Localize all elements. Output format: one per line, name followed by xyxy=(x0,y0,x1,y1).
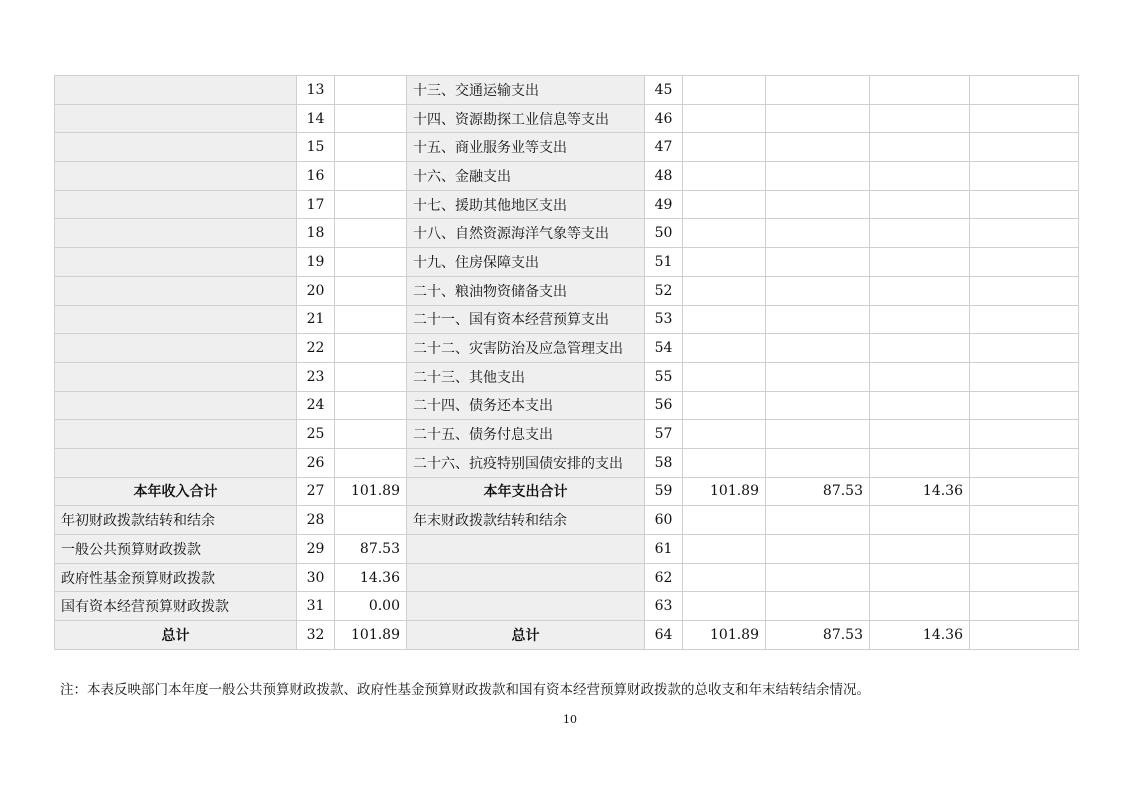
income-item-cell xyxy=(55,334,297,363)
expense-general-budget-cell xyxy=(766,104,870,133)
income-row-number-cell: 17 xyxy=(297,190,335,219)
expense-government-fund-cell: 14.36 xyxy=(870,621,970,650)
expense-row-number-cell: 47 xyxy=(645,133,683,162)
expense-item-cell xyxy=(407,592,645,621)
expense-government-fund-cell xyxy=(870,162,970,191)
expense-state-capital-cell xyxy=(970,420,1079,449)
expense-general-budget-cell xyxy=(766,248,870,277)
table-row xyxy=(55,621,1079,650)
expense-item-cell xyxy=(407,535,645,564)
income-item-cell xyxy=(55,276,297,305)
table-row xyxy=(55,104,1079,133)
expense-general-budget-cell xyxy=(766,305,870,334)
income-amount-cell xyxy=(335,219,407,248)
income-amount-cell xyxy=(335,334,407,363)
expense-state-capital-cell xyxy=(970,248,1079,277)
table-row xyxy=(55,305,1079,334)
expense-item-cell: 二十五、债务付息支出 xyxy=(407,420,645,449)
expense-total-cell xyxy=(683,162,766,191)
expense-general-budget-cell xyxy=(766,362,870,391)
expense-total-cell xyxy=(683,391,766,420)
income-item-cell xyxy=(55,305,297,334)
income-row-number-cell: 21 xyxy=(297,305,335,334)
table-row xyxy=(55,162,1079,191)
expense-government-fund-cell xyxy=(870,190,970,219)
income-item-cell xyxy=(55,420,297,449)
expense-general-budget-cell xyxy=(766,334,870,363)
income-row-number-cell: 20 xyxy=(297,276,335,305)
table-row xyxy=(55,219,1079,248)
expense-row-number-cell: 50 xyxy=(645,219,683,248)
expense-item-cell: 年末财政拨款结转和结余 xyxy=(407,506,645,535)
expense-government-fund-cell xyxy=(870,334,970,363)
expense-total-cell xyxy=(683,219,766,248)
expense-government-fund-cell xyxy=(870,391,970,420)
table-footnote: 注：本表反映部门本年度一般公共预算财政拨款、政府性基金预算财政拨款和国有资本经营预算财政拨款的总收支和年末结转结余情况。 xyxy=(60,682,870,698)
expense-state-capital-cell xyxy=(970,592,1079,621)
income-row-number-cell: 28 xyxy=(297,506,335,535)
income-row-number-cell: 25 xyxy=(297,420,335,449)
expense-state-capital-cell xyxy=(970,219,1079,248)
expense-total-cell xyxy=(683,248,766,277)
table-row xyxy=(55,535,1079,564)
expense-row-number-cell: 59 xyxy=(645,477,683,506)
expense-row-number-cell: 55 xyxy=(645,362,683,391)
expense-general-budget-cell xyxy=(766,448,870,477)
expense-item-cell: 二十六、抗疫特别国债安排的支出 xyxy=(407,448,645,477)
expense-general-budget-cell xyxy=(766,506,870,535)
expense-general-budget-cell xyxy=(766,190,870,219)
table-row xyxy=(55,276,1079,305)
expense-total-cell xyxy=(683,190,766,219)
table-row xyxy=(55,448,1079,477)
expense-general-budget-cell xyxy=(766,563,870,592)
expense-general-budget-cell xyxy=(766,276,870,305)
expense-row-number-cell: 56 xyxy=(645,391,683,420)
expense-row-number-cell: 62 xyxy=(645,563,683,592)
income-amount-cell xyxy=(335,506,407,535)
expense-general-budget-cell xyxy=(766,391,870,420)
expense-total-cell xyxy=(683,104,766,133)
table-row xyxy=(55,334,1079,363)
income-amount-cell xyxy=(335,162,407,191)
expense-total-cell xyxy=(683,448,766,477)
expense-total-cell xyxy=(683,334,766,363)
expense-general-budget-cell xyxy=(766,535,870,564)
expense-general-budget-cell xyxy=(766,133,870,162)
expense-state-capital-cell xyxy=(970,535,1079,564)
expense-general-budget-cell xyxy=(766,420,870,449)
expense-total-cell xyxy=(683,362,766,391)
income-item-cell: 总计 xyxy=(55,621,297,650)
income-row-number-cell: 23 xyxy=(297,362,335,391)
expense-government-fund-cell xyxy=(870,219,970,248)
table-row xyxy=(55,563,1079,592)
table-row xyxy=(55,592,1079,621)
income-row-number-cell: 13 xyxy=(297,76,335,105)
table-row xyxy=(55,248,1079,277)
expense-item-cell: 本年支出合计 xyxy=(407,477,645,506)
income-item-cell: 政府性基金预算财政拨款 xyxy=(55,563,297,592)
income-amount-cell xyxy=(335,448,407,477)
expense-state-capital-cell xyxy=(970,391,1079,420)
income-amount-cell xyxy=(335,133,407,162)
income-row-number-cell: 31 xyxy=(297,592,335,621)
income-amount-cell: 101.89 xyxy=(335,621,407,650)
expense-general-budget-cell: 87.53 xyxy=(766,621,870,650)
table-body xyxy=(55,76,1079,650)
expense-state-capital-cell xyxy=(970,76,1079,105)
expense-row-number-cell: 60 xyxy=(645,506,683,535)
income-amount-cell xyxy=(335,305,407,334)
income-item-cell: 国有资本经营预算财政拨款 xyxy=(55,592,297,621)
expense-total-cell xyxy=(683,535,766,564)
income-amount-cell: 101.89 xyxy=(335,477,407,506)
income-row-number-cell: 15 xyxy=(297,133,335,162)
expense-government-fund-cell xyxy=(870,563,970,592)
expense-row-number-cell: 64 xyxy=(645,621,683,650)
expense-state-capital-cell xyxy=(970,448,1079,477)
income-item-cell xyxy=(55,448,297,477)
income-amount-cell xyxy=(335,391,407,420)
expense-government-fund-cell xyxy=(870,592,970,621)
expense-item-cell: 二十三、其他支出 xyxy=(407,362,645,391)
income-amount-cell xyxy=(335,420,407,449)
expense-item-cell: 十三、交通运输支出 xyxy=(407,76,645,105)
income-item-cell: 本年收入合计 xyxy=(55,477,297,506)
expense-state-capital-cell xyxy=(970,305,1079,334)
expense-state-capital-cell xyxy=(970,506,1079,535)
expense-total-cell xyxy=(683,506,766,535)
income-row-number-cell: 14 xyxy=(297,104,335,133)
expense-government-fund-cell xyxy=(870,248,970,277)
expense-row-number-cell: 58 xyxy=(645,448,683,477)
expense-row-number-cell: 61 xyxy=(645,535,683,564)
expense-item-cell: 二十四、债务还本支出 xyxy=(407,391,645,420)
expense-government-fund-cell xyxy=(870,420,970,449)
income-item-cell xyxy=(55,362,297,391)
expense-row-number-cell: 51 xyxy=(645,248,683,277)
table-row xyxy=(55,76,1079,105)
expense-row-number-cell: 53 xyxy=(645,305,683,334)
income-amount-cell xyxy=(335,362,407,391)
income-row-number-cell: 24 xyxy=(297,391,335,420)
income-item-cell xyxy=(55,190,297,219)
income-amount-cell xyxy=(335,190,407,219)
table-row xyxy=(55,477,1079,506)
income-row-number-cell: 30 xyxy=(297,563,335,592)
expense-government-fund-cell xyxy=(870,535,970,564)
expense-row-number-cell: 54 xyxy=(645,334,683,363)
income-row-number-cell: 19 xyxy=(297,248,335,277)
expense-item-cell: 十八、自然资源海洋气象等支出 xyxy=(407,219,645,248)
expense-item-cell: 十六、金融支出 xyxy=(407,162,645,191)
expense-state-capital-cell xyxy=(970,190,1079,219)
income-amount-cell: 0.00 xyxy=(335,592,407,621)
income-row-number-cell: 27 xyxy=(297,477,335,506)
expense-total-cell xyxy=(683,592,766,621)
income-amount-cell: 87.53 xyxy=(335,535,407,564)
expense-item-cell: 十四、资源勘探工业信息等支出 xyxy=(407,104,645,133)
expense-general-budget-cell xyxy=(766,592,870,621)
expense-item-cell: 二十二、灾害防治及应急管理支出 xyxy=(407,334,645,363)
expense-row-number-cell: 48 xyxy=(645,162,683,191)
income-amount-cell xyxy=(335,104,407,133)
expense-item-cell xyxy=(407,563,645,592)
income-row-number-cell: 22 xyxy=(297,334,335,363)
income-item-cell xyxy=(55,76,297,105)
expense-state-capital-cell xyxy=(970,563,1079,592)
expense-total-cell xyxy=(683,305,766,334)
expense-state-capital-cell xyxy=(970,362,1079,391)
income-row-number-cell: 18 xyxy=(297,219,335,248)
expense-general-budget-cell xyxy=(766,219,870,248)
expense-total-cell xyxy=(683,563,766,592)
expense-government-fund-cell xyxy=(870,305,970,334)
expense-item-cell: 十九、住房保障支出 xyxy=(407,248,645,277)
expense-government-fund-cell xyxy=(870,76,970,105)
expense-item-cell: 十七、援助其他地区支出 xyxy=(407,190,645,219)
expense-government-fund-cell xyxy=(870,506,970,535)
expense-total-cell xyxy=(683,420,766,449)
expense-row-number-cell: 49 xyxy=(645,190,683,219)
expense-item-cell: 十五、商业服务业等支出 xyxy=(407,133,645,162)
expense-row-number-cell: 45 xyxy=(645,76,683,105)
income-item-cell xyxy=(55,219,297,248)
expense-state-capital-cell xyxy=(970,133,1079,162)
expense-government-fund-cell: 14.36 xyxy=(870,477,970,506)
expense-total-cell xyxy=(683,133,766,162)
expense-state-capital-cell xyxy=(970,334,1079,363)
expense-row-number-cell: 63 xyxy=(645,592,683,621)
expense-government-fund-cell xyxy=(870,448,970,477)
expense-row-number-cell: 52 xyxy=(645,276,683,305)
expense-total-cell: 101.89 xyxy=(683,477,766,506)
expense-general-budget-cell xyxy=(766,162,870,191)
table-row xyxy=(55,391,1079,420)
expense-state-capital-cell xyxy=(970,276,1079,305)
expense-state-capital-cell xyxy=(970,477,1079,506)
income-item-cell xyxy=(55,104,297,133)
table-row xyxy=(55,133,1079,162)
expense-item-cell: 二十一、国有资本经营预算支出 xyxy=(407,305,645,334)
income-row-number-cell: 26 xyxy=(297,448,335,477)
expense-item-cell: 总计 xyxy=(407,621,645,650)
table-row xyxy=(55,506,1079,535)
income-amount-cell xyxy=(335,76,407,105)
expense-row-number-cell: 46 xyxy=(645,104,683,133)
table-row xyxy=(55,190,1079,219)
page-number: 10 xyxy=(563,713,577,726)
income-row-number-cell: 32 xyxy=(297,621,335,650)
income-item-cell xyxy=(55,391,297,420)
expense-government-fund-cell xyxy=(870,276,970,305)
fiscal-appropriation-table xyxy=(54,75,1079,650)
income-item-cell xyxy=(55,133,297,162)
expense-state-capital-cell xyxy=(970,162,1079,191)
expense-state-capital-cell xyxy=(970,621,1079,650)
expense-state-capital-cell xyxy=(970,104,1079,133)
income-row-number-cell: 29 xyxy=(297,535,335,564)
expense-general-budget-cell: 87.53 xyxy=(766,477,870,506)
income-item-cell xyxy=(55,162,297,191)
expense-government-fund-cell xyxy=(870,104,970,133)
income-amount-cell: 14.36 xyxy=(335,563,407,592)
expense-total-cell xyxy=(683,276,766,305)
income-amount-cell xyxy=(335,276,407,305)
income-row-number-cell: 16 xyxy=(297,162,335,191)
expense-total-cell: 101.89 xyxy=(683,621,766,650)
expense-item-cell: 二十、粮油物资储备支出 xyxy=(407,276,645,305)
expense-row-number-cell: 57 xyxy=(645,420,683,449)
income-item-cell: 年初财政拨款结转和结余 xyxy=(55,506,297,535)
income-amount-cell xyxy=(335,248,407,277)
expense-general-budget-cell xyxy=(766,76,870,105)
expense-total-cell xyxy=(683,76,766,105)
expense-government-fund-cell xyxy=(870,133,970,162)
income-item-cell xyxy=(55,248,297,277)
table-row xyxy=(55,362,1079,391)
expense-government-fund-cell xyxy=(870,362,970,391)
income-item-cell: 一般公共预算财政拨款 xyxy=(55,535,297,564)
table-row xyxy=(55,420,1079,449)
